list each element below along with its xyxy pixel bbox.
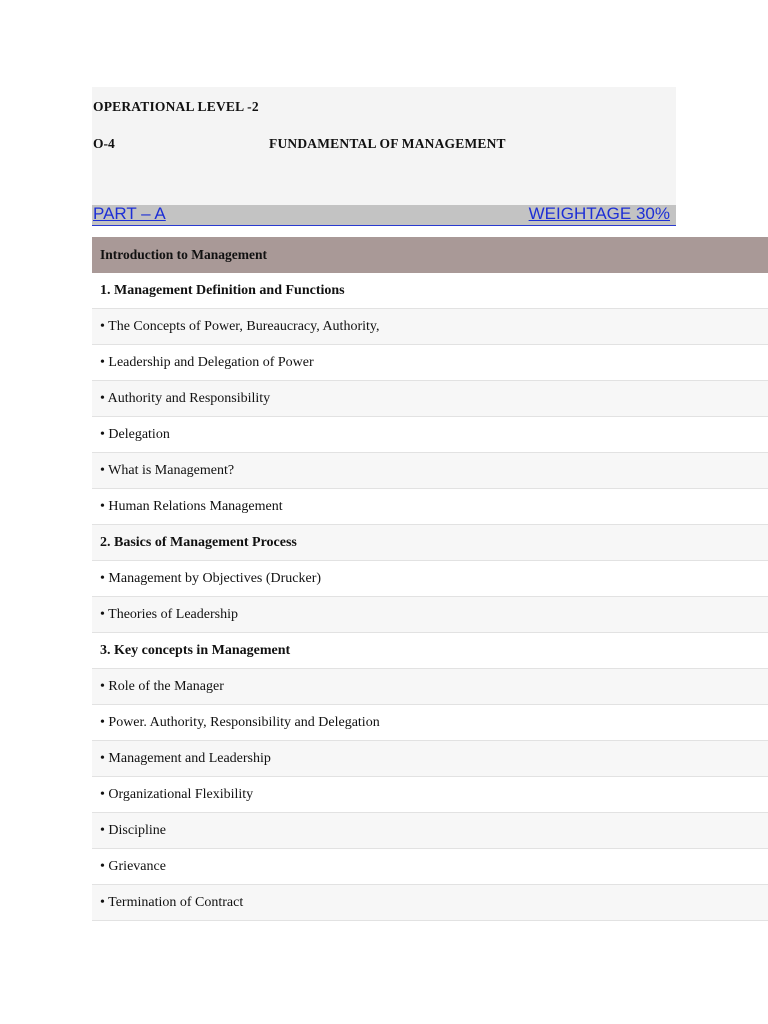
table-row: • Theories of Leadership xyxy=(92,597,768,633)
section-heading-row: 3. Key concepts in Management xyxy=(92,633,768,669)
table-row: • What is Management? xyxy=(92,453,768,489)
table-heading: Introduction to Management xyxy=(92,237,768,273)
section-heading-row: 1. Management Definition and Functions xyxy=(92,273,768,309)
syllabus-table xyxy=(92,237,768,921)
weightage-link[interactable]: WEIGHTAGE 30% xyxy=(528,204,670,223)
table-row: • Human Relations Management xyxy=(92,489,768,525)
table-row: • Termination of Contract xyxy=(92,885,768,921)
table-row: • Discipline xyxy=(92,813,768,849)
table-row: • The Concepts of Power, Bureaucracy, Authority, xyxy=(92,309,768,345)
table-row: • Power. Authority, Responsibility and Delegation xyxy=(92,705,768,741)
paper-code: O-4 xyxy=(93,136,115,151)
level-title: OPERATIONAL LEVEL -2 xyxy=(93,99,259,114)
table-row: • Management by Objectives (Drucker) xyxy=(92,561,768,597)
part-link[interactable]: PART – A xyxy=(93,204,166,223)
table-row: • Delegation xyxy=(92,417,768,453)
table-row: • Authority and Responsibility xyxy=(92,381,768,417)
table-row: • Organizational Flexibility xyxy=(92,777,768,813)
subject-title: FUNDAMENTAL OF MANAGEMENT xyxy=(269,136,506,151)
part-bar xyxy=(92,205,676,226)
table-row: • Management and Leadership xyxy=(92,741,768,777)
syllabus-header xyxy=(92,87,676,205)
table-row: • Grievance xyxy=(92,849,768,885)
section-heading-row: 2. Basics of Management Process xyxy=(92,525,768,561)
table-row: • Leadership and Delegation of Power xyxy=(92,345,768,381)
table-row: • Role of the Manager xyxy=(92,669,768,705)
